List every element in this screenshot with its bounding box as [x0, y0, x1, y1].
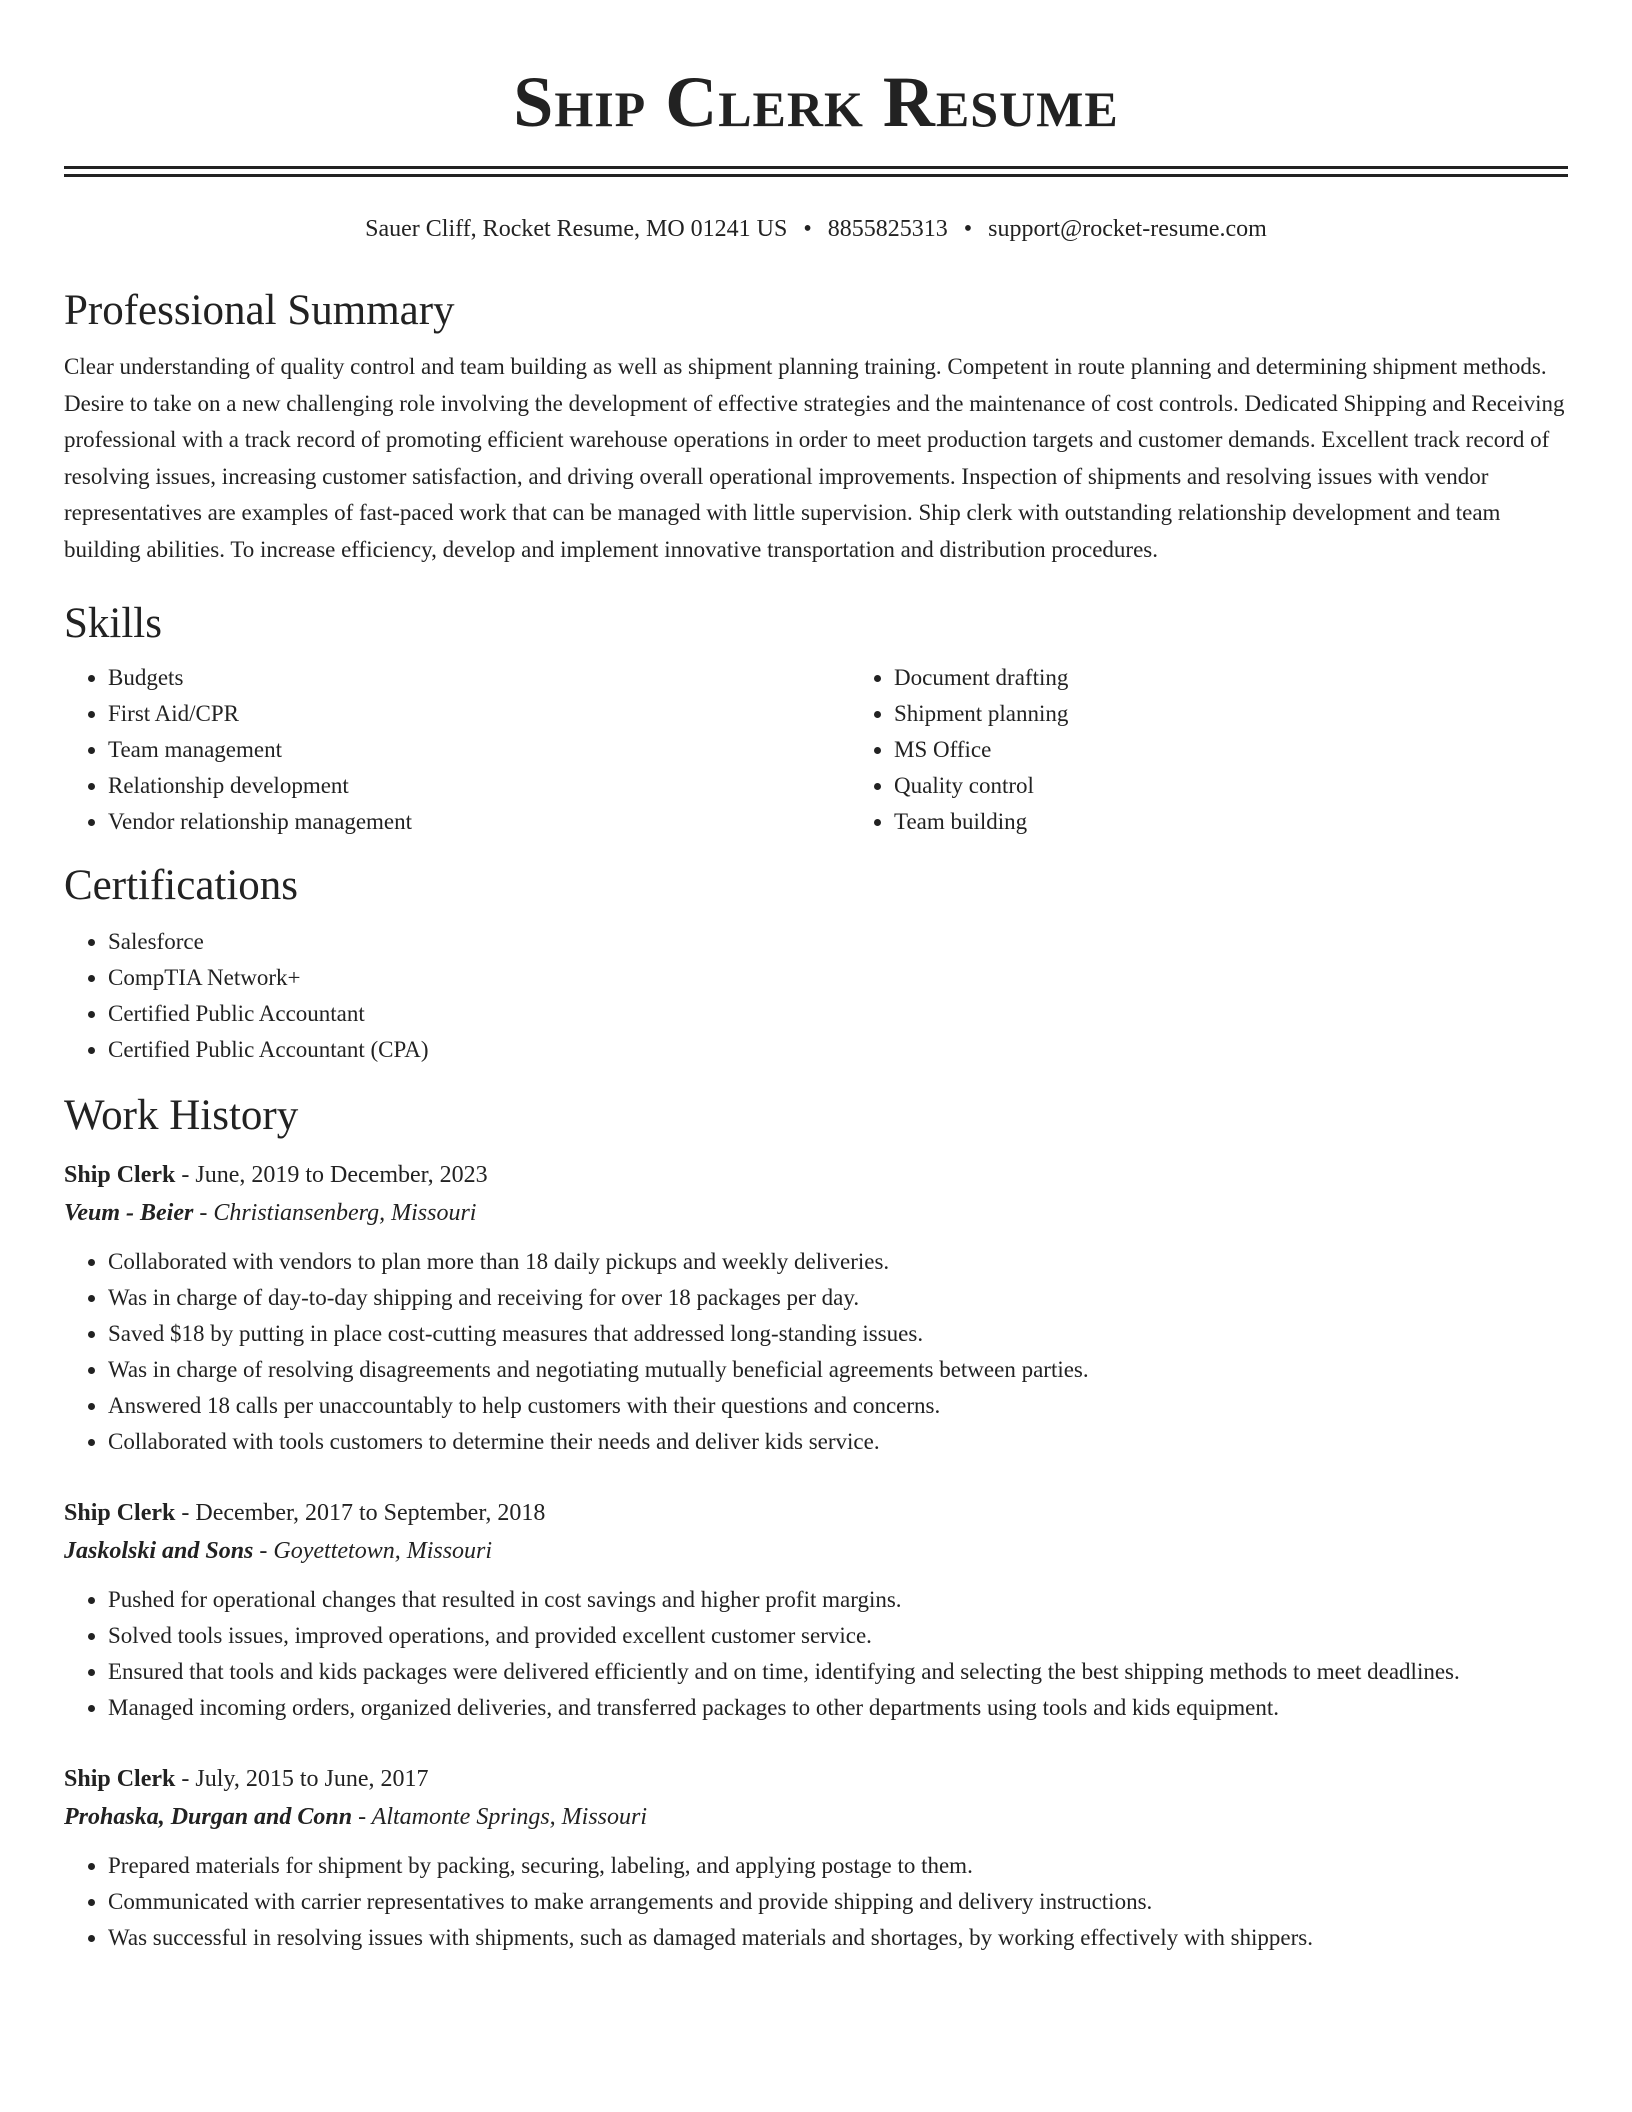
contact-address: Sauer Cliff, Rocket Resume, MO 01241 US	[365, 216, 788, 242]
certifications-heading: Certifications	[64, 862, 299, 909]
certification-item: • Certified Public Accountant (CPA)	[108, 1032, 1568, 1068]
job-title: Ship Clerk	[64, 1500, 176, 1526]
job-title: Ship Clerk	[64, 1766, 176, 1792]
job-entry	[64, 1760, 1568, 1956]
skill-item: • Shipment planning	[894, 696, 1632, 732]
job-title-line	[64, 1156, 1568, 1194]
job-bullet: • Pushed for operational changes that resulted in cost savings and higher profit margins.	[108, 1582, 1568, 1618]
job-bullet: • Was successful in resolving issues with shipments, such as damaged materials and shortages, by working effectively with shippers.	[108, 1920, 1568, 1956]
job-location: - Christiansenberg, Missouri	[193, 1200, 477, 1226]
skill-item: • Team building	[894, 804, 1632, 840]
skill-item: • Document drafting	[894, 660, 1632, 696]
job-bullet: • Collaborated with tools customers to determine their needs and deliver kids service.	[108, 1424, 1568, 1460]
contact-separator: •	[803, 216, 812, 242]
summary-text: Clear understanding of quality control and team building as well as shipment planning training. Competent in route planning and determining shipment methods. Desire to take on a new challenging role involving the development of effective strategies and the maintenance of cost controls. Dedicated Shipping and Receiving professional with a track record of promoting efficient warehouse operations in order to meet production targets and customer demands. Excellent track record of resolving issues, increasing customer satisfaction, and driving overall operational improvements. Inspection of shipments and resolving issues with vendor representatives are examples of fast-paced work that can be managed with little supervision. Ship clerk with outstanding relationship development and team building abilities. To increase efficiency, develop and implement innovative transportation and distribution procedures.	[64, 354, 1565, 562]
skill-item: • MS Office	[894, 732, 1632, 768]
job-bullet: • Was in charge of resolving disagreements and negotiating mutually beneficial agreements between parties.	[108, 1352, 1568, 1388]
job-dates: - June, 2019 to December, 2023	[175, 1162, 488, 1188]
skills-section	[64, 598, 1568, 840]
job-bullet: • Answered 18 calls per unaccountably to help customers with their questions and concerns.	[108, 1388, 1568, 1424]
certification-item: • Salesforce	[108, 924, 1568, 960]
certification-item: • Certified Public Accountant	[108, 996, 1568, 1032]
work-history-heading: Work History	[64, 1092, 299, 1139]
skill-item: • First Aid/CPR	[108, 696, 850, 732]
skill-item: • Team management	[108, 732, 850, 768]
skill-item: • Budgets	[108, 660, 850, 696]
job-bullet: • Solved tools issues, improved operations, and provided excellent customer service.	[108, 1618, 1568, 1654]
job-company-line	[64, 1194, 1568, 1232]
contact-separator: •	[963, 216, 973, 242]
skills-columns	[64, 660, 1568, 840]
job-entry	[64, 1156, 1568, 1460]
job-bullets	[64, 1848, 1568, 1956]
job-location: - Altamonte Springs, Missouri	[352, 1804, 648, 1830]
job-entry	[64, 1494, 1568, 1726]
certification-item: • CompTIA Network+	[108, 960, 1568, 996]
job-bullet: • Was in charge of day-to-day shipping and receiving for over 18 packages per day.	[108, 1280, 1568, 1316]
contact-phone: 8855825313	[827, 216, 948, 242]
job-bullets	[64, 1582, 1568, 1726]
job-dates: - December, 2017 to September, 2018	[175, 1500, 546, 1526]
job-company: Jaskolski and Sons	[64, 1538, 254, 1564]
job-location: - Goyettetown, Missouri	[253, 1538, 493, 1564]
job-bullet: • Saved $18 by putting in place cost-cutting measures that addressed long-standing issues.	[108, 1316, 1568, 1352]
job-bullet: • Communicated with carrier representatives to make arrangements and provide shipping and delivery instructions.	[108, 1884, 1568, 1920]
job-company-line	[64, 1532, 1568, 1570]
skills-list-right	[850, 660, 1632, 840]
certifications-list	[64, 924, 1568, 1068]
job-bullet: • Collaborated with vendors to plan more than 18 daily pickups and weekly deliveries.	[108, 1244, 1568, 1280]
job-company-line	[64, 1798, 1568, 1836]
summary-section	[64, 285, 1568, 568]
job-title-line	[64, 1494, 1568, 1532]
skill-item: • Vendor relationship management	[108, 804, 850, 840]
contact-line	[64, 213, 1568, 245]
work-history-section	[64, 1090, 1568, 1956]
summary-heading: Professional Summary	[64, 287, 455, 334]
job-bullet: • Prepared materials for shipment by packing, securing, labeling, and applying postage to them.	[108, 1848, 1568, 1884]
contact-email: support@rocket-resume.com	[988, 216, 1267, 242]
job-title: Ship Clerk	[64, 1162, 176, 1188]
skill-item: • Quality control	[894, 768, 1632, 804]
job-bullets	[64, 1244, 1568, 1460]
job-dates: - July, 2015 to June, 2017	[175, 1766, 429, 1792]
resume-title: Ship Clerk Resume	[513, 62, 1119, 142]
job-bullet: • Ensured that tools and kids packages were delivered efficiently and on time, identifying and selecting the best shipping methods to meet deadlines.	[108, 1654, 1568, 1690]
title-double-rule	[64, 166, 1568, 177]
job-company: Prohaska, Durgan and Conn	[64, 1804, 353, 1830]
skill-item: • Relationship development	[108, 768, 850, 804]
skills-list-left	[64, 660, 850, 840]
skills-heading: Skills	[64, 600, 162, 647]
job-title-line	[64, 1760, 1568, 1798]
certifications-section	[64, 860, 1568, 1068]
job-bullet: • Managed incoming orders, organized deliveries, and transferred packages to other departments using tools and kids equipment.	[108, 1690, 1568, 1726]
job-company: Veum - Beier	[64, 1200, 194, 1226]
